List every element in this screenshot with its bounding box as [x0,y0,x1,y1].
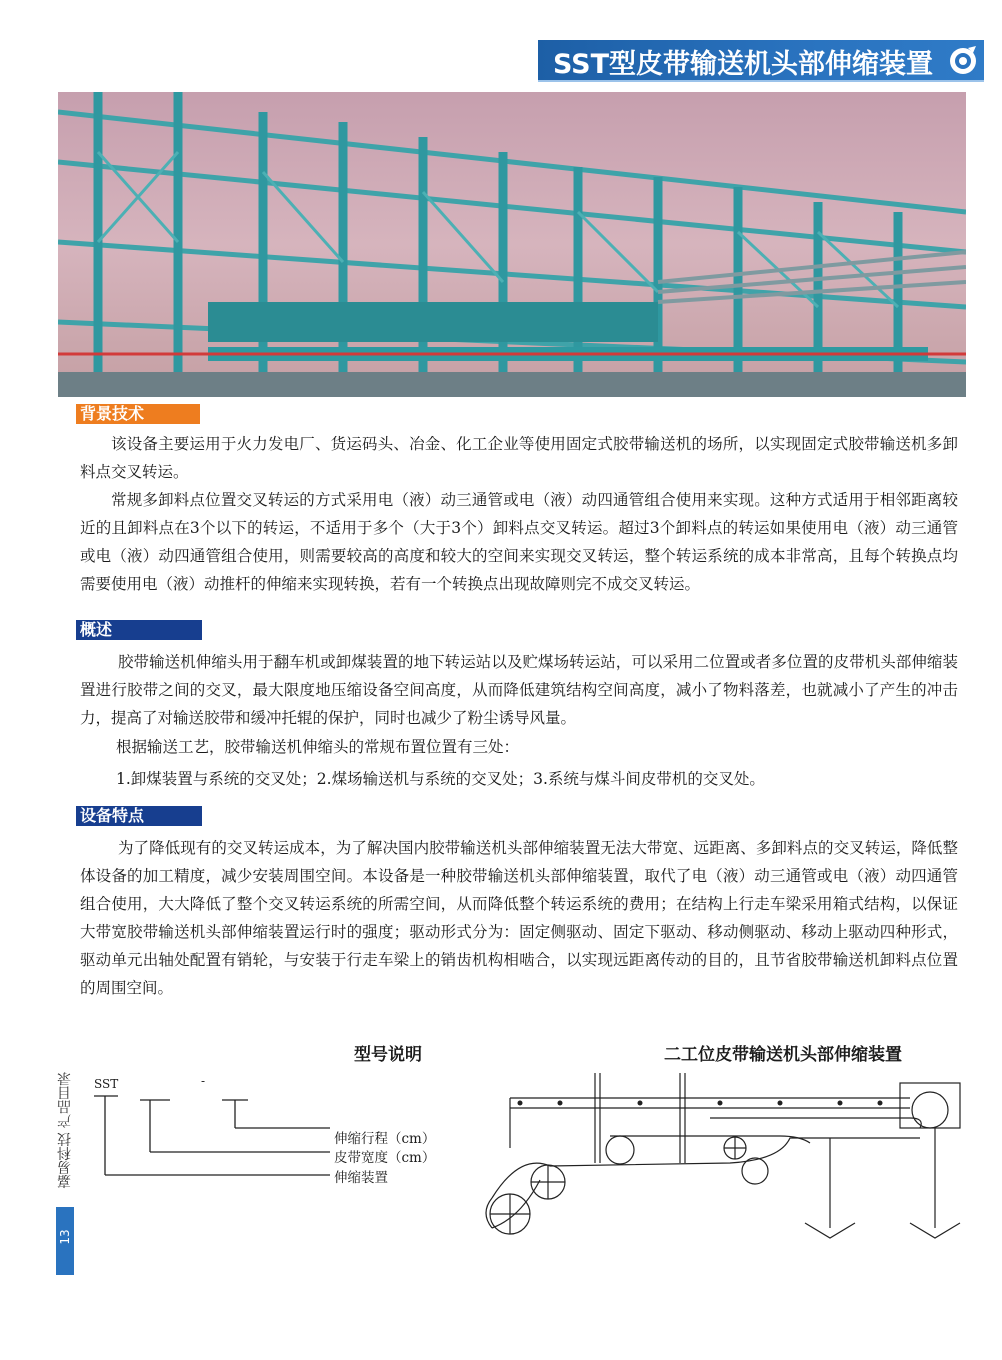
page-title: SST型皮带输送机头部伸缩装置 [552,49,934,80]
overview-paragraph-2: 根据输送工艺，胶带输送机伸缩头的常规布置位置有三处： [116,738,520,756]
steel-structure-photo [58,92,966,397]
steel-frame-illustration [58,92,966,397]
model-diagram-lines [90,1090,330,1190]
label-device: 伸缩装置 [334,1170,388,1186]
company-logo-icon [946,43,980,77]
model-diagram-title: 型号说明 [354,1045,422,1065]
page-number: 13 [58,1229,72,1245]
label-belt-width: 皮带宽度（cm） [334,1150,436,1166]
catalog-side-label: 嘉易科技 产品目录 [57,1072,73,1189]
model-code: SST [94,1077,119,1091]
overview-position-list: 1.卸煤装置与系统的交叉处；2.煤场输送机与系统的交叉处；3.系统与煤斗间皮带机的交叉处。 [116,770,765,788]
conveyor-diagram-title: 二工位皮带输送机头部伸缩装置 [664,1045,902,1065]
title-banner [538,40,984,82]
background-paragraph-1: 该设备主要运用于火力发电厂、货运码头、冶金、化工企业等使用固定式胶带输送机的场所，以实现固定式胶带输送机多卸料点交叉转运。 [80,435,958,481]
section-heading-features: 设备特点 [76,806,202,826]
overview-paragraph-1: 胶带输送机伸缩头用于翻车机或卸煤装置的地下转运站以及贮煤场转运站，可以采用二位置或者多位置的皮带机头部伸缩装置进行胶带之间的交叉，最大限度地压缩设备空间高度，从而降低建筑结构空间高度，减小了物料落差，也就减小了产生的冲击力，提高了对输送胶带和缓冲托辊的保护，同时也减少了粉尘诱导风量。 [80,653,958,727]
features-paragraph: 为了降低现有的交叉转运成本，为了解决国内胶带输送机头部伸缩装置无法大带宽、远距离、多卸料点的交叉转运，降低整体设备的加工精度，减少安装周围空间。本设备是一种胶带输送机头部伸缩装置，取代了电（液）动三通管或电（液）动四通管组合使用，大大降低了整个交叉转运系统的所需空间，从而降低整个转运系统的费用；在结构上行走车梁采用箱式结构，以保证大带宽胶带输送机头部伸缩装置运行时的强度；驱动形式分为：固定侧驱动、固定下驱动、移动侧驱动、移动上驱动四种形式，驱动单元出轴处配置有销轮，与安装于行走车梁上的销齿机构相啮合，以实现远距离传动的目的，且节省胶带输送机卸料点位置的周围空间。 [80,839,958,997]
model-dash: - [201,1074,206,1088]
background-paragraph-2: 常规多卸料点位置交叉转运的方式采用电（液）动三通管或电（液）动四通管组合使用来实现。这种方式适用于相邻距离较近的且卸料点在3个以下的转运，不适用于多个（大于3个）卸料点交叉转运。超过3个卸料点的转运如果使用电（液）动三通管或电（液）动四通管组合使用，则需要较高的高度和较大的空间来实现交叉转运，整个转运系统的成本非常高，且每个转换点均需要使用电（液）动推杆的伸缩来实现转换，若有一个转换点出现故障则完不成交叉转运。 [80,491,958,593]
conveyor-schematic [480,1068,970,1248]
section-heading-overview: 概述 [76,620,202,640]
section-heading-background: 背景技术 [76,404,200,424]
label-stroke: 伸缩行程（cm） [334,1131,436,1147]
